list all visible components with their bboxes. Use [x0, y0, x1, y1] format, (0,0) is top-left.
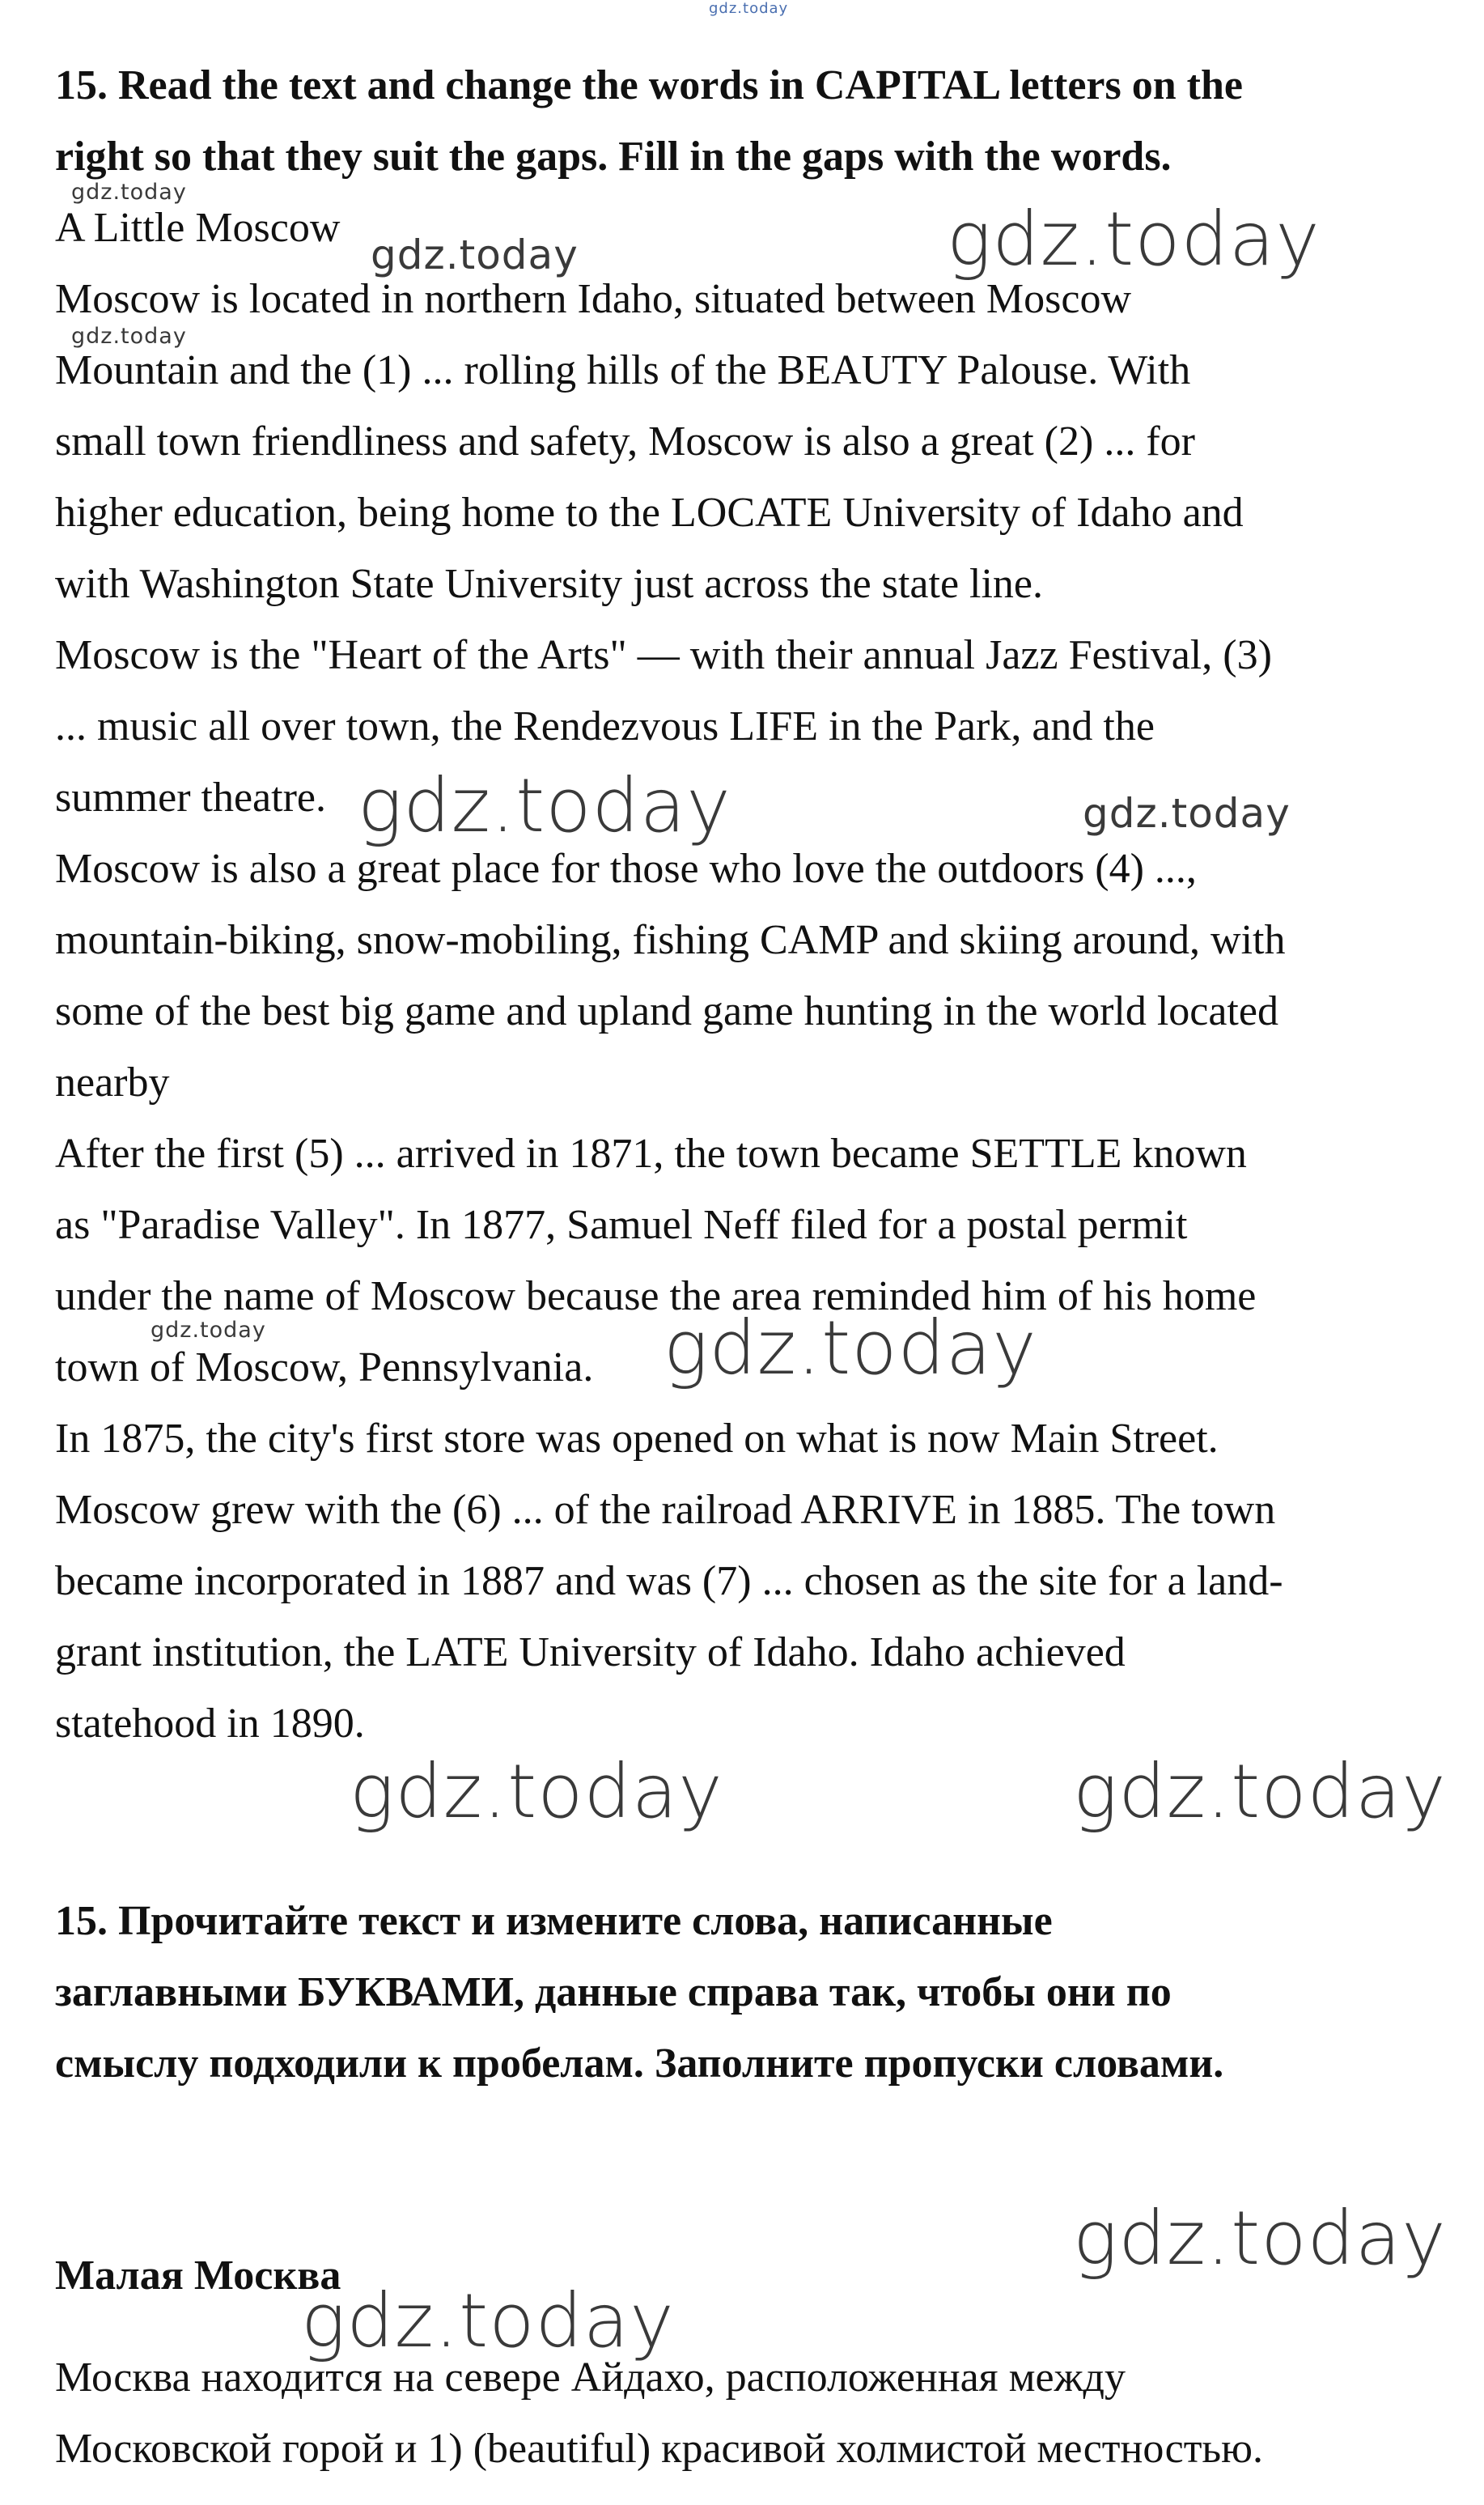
body-en-line: Moscow is also a great place for those who love the outdoors (4) ..., — [55, 846, 1197, 892]
body-en-line: Moscow grew with the (6) ... of the railroad ARRIVE in 1885. The town — [55, 1487, 1276, 1533]
body-en-line: After the first (5) ... arrived in 1871, the town became SETTLE known — [55, 1131, 1247, 1177]
body-en-line: mountain-biking, snow-mobiling, fishing CAMP and skiing around, with — [55, 917, 1286, 963]
task-heading-ru-line-3: смыслу подходили к пробелам. Заполните пропуски словами. — [55, 2040, 1224, 2087]
body-en-line: Moscow is the "Heart of the Arts" — with their annual Jazz Festival, (3) — [55, 632, 1272, 678]
body-en-line: became incorporated in 1887 and was (7) ... chosen as the site for a land- — [55, 1558, 1283, 1604]
body-en-line: town of Moscow, Pennsylvania. — [55, 1344, 594, 1390]
body-en-line: under the name of Moscow because the area reminded him of his home — [55, 1273, 1257, 1319]
watermark: gdz.today — [664, 1305, 1037, 1391]
task-heading-ru-line-2: заглавными БУКВАМИ, данные справа так, чтобы они по — [55, 1969, 1172, 2015]
body-en-line: as "Paradise Valley". In 1877, Samuel Neff filed for a postal permit — [55, 1202, 1188, 1248]
body-en-line: small town friendliness and safety, Moscow is also a great (2) ... for — [55, 418, 1195, 465]
watermark: gdz.today — [350, 1748, 723, 1835]
task-heading-ru-line-1: 15. Прочитайте текст и измените слова, написанные — [55, 1898, 1053, 1944]
watermark: gdz.today — [371, 231, 579, 278]
body-en-line: higher education, being home to the LOCATE University of Idaho and — [55, 490, 1244, 536]
watermark: gdz.today — [709, 0, 789, 17]
body-ru-line: Московской горой и 1) (beautiful) красивой холмистой местностью. — [55, 2426, 1263, 2472]
body-en-line: nearby — [55, 1059, 170, 1106]
body-en-line: grant institution, the LATE University of Idaho. Idaho achieved — [55, 1629, 1126, 1675]
body-en-line: summer theatre. — [55, 775, 326, 821]
watermark: gdz.today — [71, 324, 187, 349]
text-title-en: A Little Moscow — [55, 205, 341, 251]
task-heading-en-line-2: right so that they suit the gaps. Fill in the gaps with the words. — [55, 134, 1172, 180]
watermark: gdz.today — [301, 2278, 675, 2364]
text-title-ru: Малая Москва — [55, 2252, 341, 2299]
watermark: gdz.today — [71, 180, 187, 205]
body-en-line: some of the best big game and upland game hunting in the world located — [55, 988, 1278, 1034]
body-en-line: ... music all over town, the Rendezvous LIFE in the Park, and the — [55, 703, 1155, 749]
body-en-line: statehood in 1890. — [55, 1700, 365, 1747]
body-en-line: In 1875, the city's first store was opened on what is now Main Street. — [55, 1416, 1219, 1462]
watermark: gdz.today — [947, 196, 1321, 282]
watermark: gdz.today — [1073, 1748, 1447, 1835]
body-en-line: Mountain and the (1) ... rolling hills of the BEAUTY Palouse. With — [55, 347, 1191, 393]
body-ru-line: Москва находится на севере Айдахо, расположенная между — [55, 2354, 1126, 2401]
body-en-line: with Washington State University just across the state line. — [55, 561, 1044, 607]
watermark: gdz.today — [1073, 2195, 1447, 2282]
watermark: gdz.today — [358, 762, 731, 849]
watermark: gdz.today — [151, 1318, 266, 1343]
watermark: gdz.today — [1083, 790, 1291, 837]
body-en-line: Moscow is located in northern Idaho, situated between Moscow — [55, 276, 1132, 322]
task-heading-en-line-1: 15. Read the text and change the words in CAPITAL letters on the — [55, 62, 1243, 108]
